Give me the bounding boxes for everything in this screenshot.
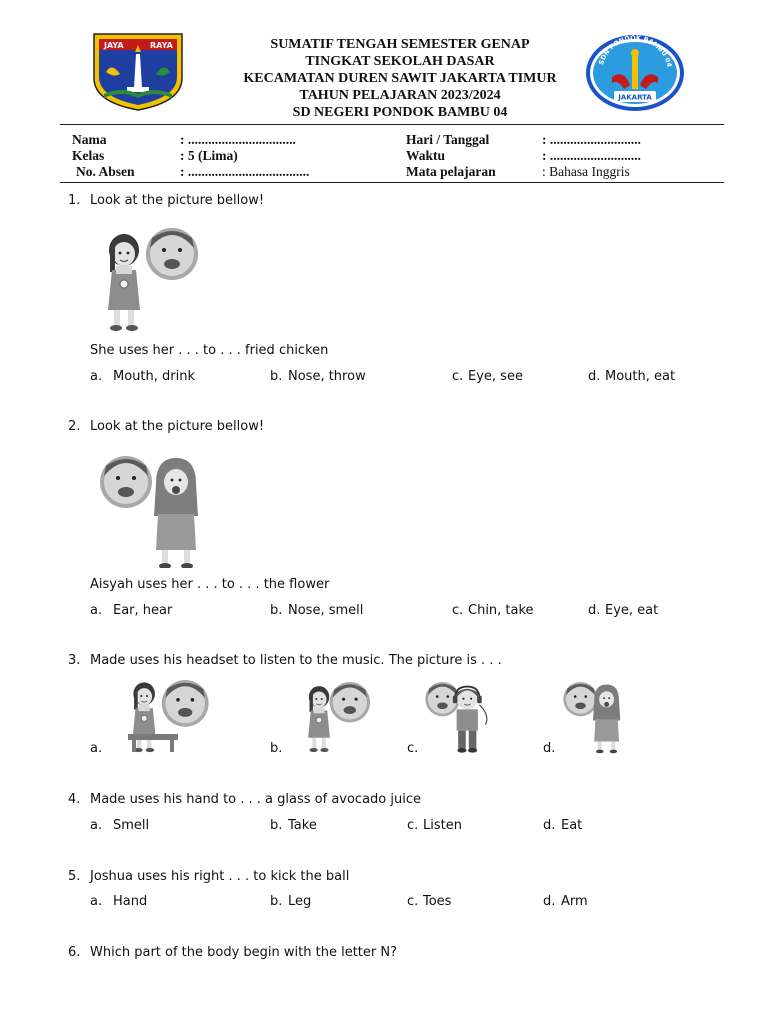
right-logo — [584, 33, 686, 113]
header-line-2: TINGKAT SEKOLAH DASAR — [305, 54, 495, 69]
q3-option-a-letter: a. — [90, 741, 103, 756]
q1-option-d[interactable]: Mouth, eat — [605, 369, 676, 384]
info-label-nama: Nama — [72, 132, 107, 147]
info-label-waktu: Waktu — [406, 148, 446, 163]
left-logo — [92, 32, 184, 112]
q5-option-d-letter: d. — [543, 894, 556, 909]
info-value-hari: : ........................... — [542, 132, 641, 147]
q4-option-c[interactable]: Listen — [423, 818, 462, 833]
q4-option-d[interactable]: Eat — [561, 818, 583, 833]
q1-picture — [96, 226, 206, 332]
q1-option-b-letter: b. — [270, 369, 283, 384]
q2-sentence: Aisyah uses her . . . to . . . the flower — [90, 577, 330, 592]
q2-prompt: Look at the picture bellow! — [90, 419, 265, 434]
q5-option-b[interactable]: Leg — [288, 894, 312, 909]
q2-picture — [98, 454, 210, 568]
left-logo-jaya: JAYA — [104, 41, 124, 50]
q6-number: 6. — [68, 945, 81, 960]
q3-option-d-letter: d. — [543, 741, 556, 756]
info-label-absen: No. Absen — [76, 164, 135, 179]
q4-number: 4. — [68, 792, 81, 807]
info-value-waktu: : ........................... — [542, 148, 641, 163]
q5-option-d[interactable]: Arm — [561, 894, 588, 909]
header-line-5: SD NEGERI PONDOK BAMBU 04 — [292, 105, 508, 120]
q2-option-d[interactable]: Eye, eat — [605, 603, 659, 618]
q2-option-d-letter: d. — [588, 603, 601, 618]
right-logo-bottom-text: JAKARTA — [618, 93, 652, 102]
q5-option-a[interactable]: Hand — [113, 894, 148, 909]
q3-option-a-picture[interactable] — [124, 678, 210, 754]
q3-option-c-picture[interactable] — [424, 682, 500, 754]
q2-option-c[interactable]: Chin, take — [468, 603, 534, 618]
header-line-1: SUMATIF TENGAH SEMESTER GENAP — [270, 37, 530, 52]
q3-number: 3. — [68, 653, 81, 668]
q4-prompt: Made uses his hand to . . . a glass of avocado juice — [90, 792, 421, 807]
q5-prompt: Joshua uses his right . . . to kick the ball — [90, 869, 350, 884]
q3-prompt: Made uses his headset to listen to the music. The picture is . . . — [90, 653, 502, 668]
q3-option-b-letter: b. — [270, 741, 283, 756]
q5-option-c-letter: c. — [407, 894, 419, 909]
q2-option-a[interactable]: Ear, hear — [113, 603, 173, 618]
q1-option-d-letter: d. — [588, 369, 601, 384]
left-logo-raya: RAYA — [150, 41, 173, 50]
q4-option-d-letter: d. — [543, 818, 556, 833]
q2-number: 2. — [68, 419, 81, 434]
q4-option-a[interactable]: Smell — [113, 818, 150, 833]
q3-option-c-letter: c. — [407, 741, 419, 756]
q5-option-b-letter: b. — [270, 894, 283, 909]
q1-number: 1. — [68, 193, 81, 208]
info-value-kelas: : 5 (Lima) — [180, 148, 238, 163]
info-label-mapel: Mata pelajaran — [406, 164, 496, 179]
q5-option-a-letter: a. — [90, 894, 103, 909]
header-line-4: TAHUN PELAJARAN 2023/2024 — [299, 88, 501, 103]
info-value-absen: : .................................... — [180, 164, 310, 179]
header-divider-top — [60, 124, 724, 125]
q3-option-b-picture[interactable] — [300, 682, 372, 754]
header-title-block — [210, 36, 590, 121]
q4-option-a-letter: a. — [90, 818, 103, 833]
q2-option-c-letter: c. — [452, 603, 464, 618]
q1-option-c-letter: c. — [452, 369, 464, 384]
q4-option-b[interactable]: Take — [288, 818, 317, 833]
header-line-3: KECAMATAN DUREN SAWIT JAKARTA TIMUR — [243, 71, 557, 86]
q5-option-c[interactable]: Toes — [423, 894, 452, 909]
q2-option-b-letter: b. — [270, 603, 283, 618]
q4-option-c-letter: c. — [407, 818, 419, 833]
q1-prompt: Look at the picture bellow! — [90, 193, 265, 208]
q6-prompt: Which part of the body begin with the letter N? — [90, 945, 397, 960]
q2-option-b[interactable]: Nose, smell — [288, 603, 364, 618]
q4-option-b-letter: b. — [270, 818, 283, 833]
q1-option-c[interactable]: Eye, see — [468, 369, 523, 384]
q3-option-d-picture[interactable] — [562, 682, 632, 754]
info-value-mapel: : Bahasa Inggris — [542, 164, 630, 179]
q1-option-a[interactable]: Mouth, drink — [113, 369, 195, 384]
info-label-hari: Hari / Tanggal — [406, 132, 490, 147]
q1-sentence: She uses her . . . to . . . fried chicken — [90, 343, 329, 358]
info-value-nama: : ................................ — [180, 132, 296, 147]
q5-number: 5. — [68, 869, 81, 884]
q1-option-a-letter: a. — [90, 369, 103, 384]
info-label-kelas: Kelas — [72, 148, 105, 163]
right-logo-ring-text: SDN PONDOK BAMBU 04 — [597, 33, 674, 68]
header-divider-bottom — [60, 182, 724, 183]
q1-option-b[interactable]: Nose, throw — [288, 369, 366, 384]
q2-option-a-letter: a. — [90, 603, 103, 618]
